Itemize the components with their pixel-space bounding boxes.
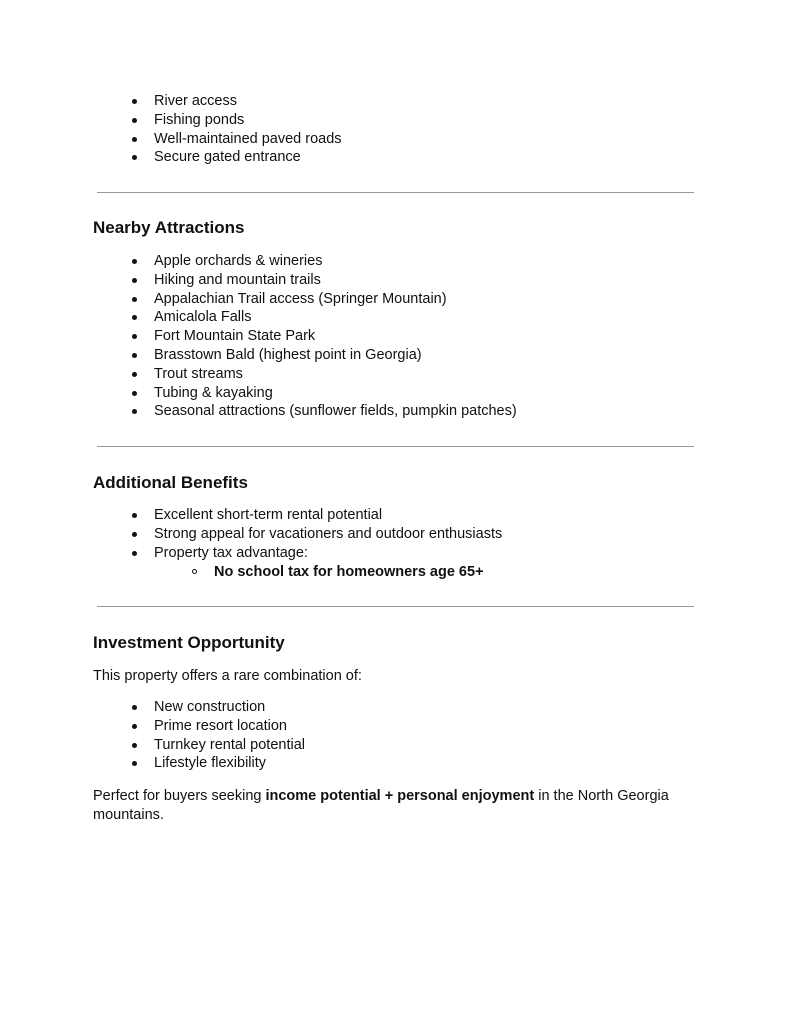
bullet-icon xyxy=(132,532,137,537)
additional-benefits-list xyxy=(132,506,502,562)
bullet-icon xyxy=(132,409,137,414)
closing-text-bold: income potential + personal enjoyment xyxy=(265,788,535,804)
bullet-icon xyxy=(132,761,137,766)
bullet-icon xyxy=(132,513,137,518)
bullet-icon xyxy=(132,278,137,283)
investment-list xyxy=(132,698,305,773)
list-item xyxy=(132,506,502,525)
list-item-text: Seasonal attractions (sunflower fields, pumpkin patches) xyxy=(154,403,517,420)
closing-paragraph xyxy=(93,787,683,825)
bullet-icon xyxy=(132,155,137,160)
section-divider xyxy=(97,606,694,607)
bullet-icon xyxy=(132,372,137,377)
list-item xyxy=(132,290,517,309)
list-item-text: Appalachian Trail access (Springer Mountain) xyxy=(154,290,447,307)
list-item-text: Apple orchards & wineries xyxy=(154,253,323,269)
list-item xyxy=(132,148,342,167)
bullet-icon xyxy=(132,137,137,142)
list-item xyxy=(132,327,517,346)
list-item xyxy=(132,736,305,755)
list-item xyxy=(132,402,517,421)
list-item-text: New construction xyxy=(154,699,266,715)
list-item xyxy=(132,544,502,563)
list-item-text: Fishing ponds xyxy=(154,111,245,128)
list-item-text: River access xyxy=(154,93,237,109)
bullet-icon xyxy=(132,334,137,339)
amenities-list xyxy=(132,92,342,167)
bullet-icon xyxy=(132,705,137,710)
list-item xyxy=(132,111,342,130)
bullet-icon xyxy=(132,743,137,748)
sub-list-item xyxy=(192,563,484,582)
section-divider xyxy=(97,446,694,447)
list-item xyxy=(132,384,517,403)
list-item xyxy=(132,525,502,544)
bullet-icon xyxy=(132,118,137,123)
section-divider xyxy=(97,192,694,193)
investment-intro: This property offers a rare combination of: xyxy=(93,668,362,684)
list-item-text: Strong appeal for vacationers and outdoor enthusiasts xyxy=(154,525,503,542)
bullet-icon xyxy=(132,353,137,358)
nearby-attractions-heading: Nearby Attractions xyxy=(93,218,245,237)
list-item-text: Brasstown Bald (highest point in Georgia) xyxy=(154,346,422,363)
bullet-icon xyxy=(132,391,137,396)
list-item xyxy=(132,271,517,290)
list-item xyxy=(132,754,305,773)
list-item xyxy=(132,308,517,327)
bullet-icon xyxy=(132,297,137,302)
closing-text-after: in the North Georgia mountains. xyxy=(93,788,669,823)
bullet-icon xyxy=(132,315,137,320)
bullet-icon xyxy=(132,724,137,729)
list-item xyxy=(132,92,342,111)
sub-list-item-text: No school tax for homeowners age 65+ xyxy=(214,564,484,580)
additional-benefits-heading: Additional Benefits xyxy=(93,473,248,492)
list-item-text: Lifestyle flexibility xyxy=(154,755,267,772)
list-item-text: Excellent short-term rental potential xyxy=(154,507,383,523)
list-item-text: Amicalola Falls xyxy=(154,309,252,326)
list-item-text: Property tax advantage: xyxy=(154,544,308,561)
list-item-text: Turnkey rental potential xyxy=(154,736,305,753)
list-item xyxy=(132,717,305,736)
nearby-attractions-list xyxy=(132,252,517,421)
bullet-icon xyxy=(132,551,137,556)
list-item xyxy=(132,346,517,365)
bullet-icon xyxy=(132,259,137,264)
list-item-text: Hiking and mountain trails xyxy=(154,271,321,288)
list-item xyxy=(132,365,517,384)
list-item-text: Trout streams xyxy=(154,365,243,382)
bullet-icon xyxy=(132,99,137,104)
list-item-text: Fort Mountain State Park xyxy=(154,328,316,345)
list-item-text: Well-maintained paved roads xyxy=(154,130,342,147)
closing-text-before: Perfect for buyers seeking xyxy=(93,788,266,804)
list-item xyxy=(132,252,517,271)
investment-opportunity-heading: Investment Opportunity xyxy=(93,633,285,652)
list-item-text: Prime resort location xyxy=(154,717,287,734)
tax-advantage-sublist xyxy=(192,563,484,582)
list-item-text: Secure gated entrance xyxy=(154,149,301,166)
hollow-bullet-icon xyxy=(192,569,197,574)
list-item-text: Tubing & kayaking xyxy=(154,384,273,401)
list-item xyxy=(132,698,305,717)
list-item xyxy=(132,130,342,149)
